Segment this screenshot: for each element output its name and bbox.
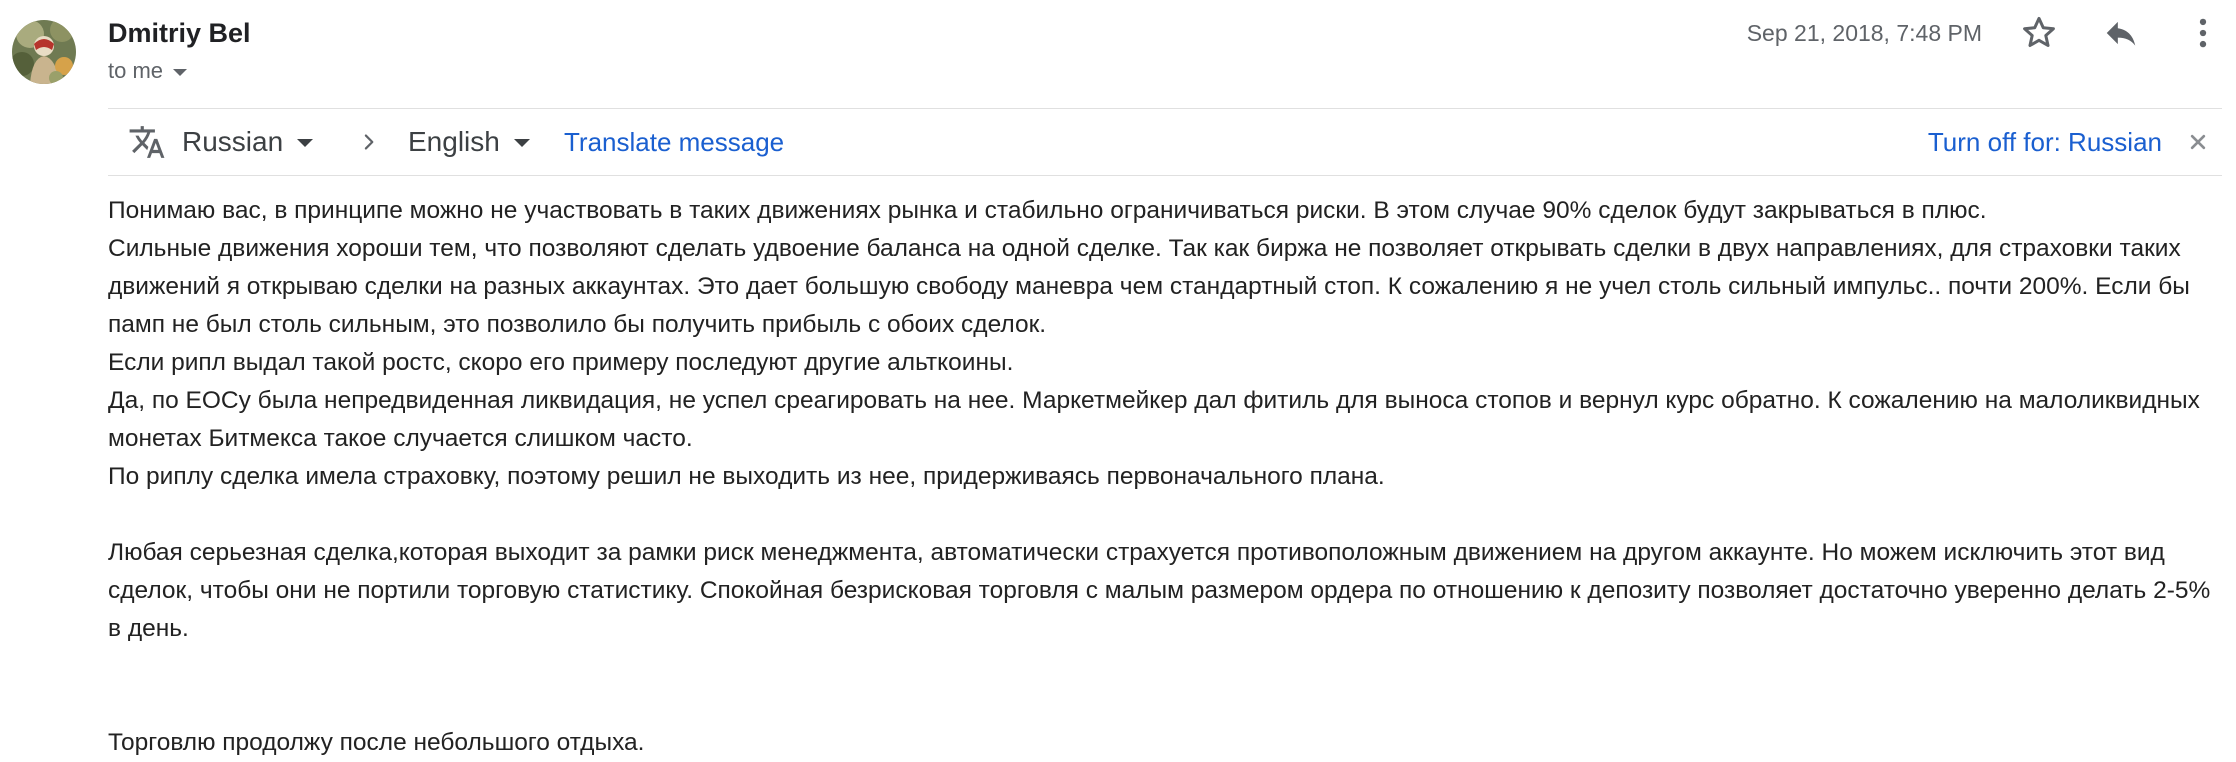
translate-bar [108, 109, 2222, 176]
chevron-down-icon [297, 139, 313, 147]
message-body [108, 192, 2218, 762]
paragraph-spacer [108, 648, 2218, 724]
target-language-label: English [408, 126, 500, 157]
body-paragraph: Да, по EOCу была непредвиденная ликвидация, не успел среагировать на нее. Маркетмейкер дал фитиль для выноса стопов и вернул курс обратно. К сожалению на малоликвидных монетах Битмекса такое случается слишком часто. [108, 387, 2200, 452]
paragraph-spacer [108, 496, 2218, 534]
star-button[interactable] [2016, 10, 2062, 56]
reply-icon [2102, 14, 2140, 52]
source-language-label: Russian [182, 126, 284, 157]
body-paragraph: Если рипл выдал такой ростс, скоро его примеру последуют другие альткоины. [108, 349, 1014, 376]
more-options-button[interactable] [2180, 10, 2226, 56]
translate-message-link[interactable]: Translate message [564, 127, 785, 157]
sender-avatar[interactable] [12, 20, 76, 84]
chevron-down-icon [173, 69, 187, 76]
star-icon [2020, 14, 2058, 52]
body-paragraph: Сильные движения хороши тем, что позволяют сделать удвоение баланса на одной сделке. Так как биржа не позволяет открывать сделки в двух направлениях, для страховки таких движений я открываю сделки на разных аккаунтах. Это дает большую свободу маневра чем стандартный стоп. К сожалению я не учел столь сильный импульс.. почти 200%. Если бы памп не был столь сильным, это позволило бы получить прибыль с обоих сделок. [108, 235, 2190, 338]
turn-off-translation-link[interactable]: Turn off for: Russian [1927, 127, 2162, 157]
body-paragraph: Торговлю продолжу после небольшого отдыха. [108, 729, 645, 756]
recipient-label: to me [108, 58, 164, 83]
source-language-select[interactable] [182, 109, 313, 175]
body-paragraph: Любая серьезная сделка,которая выходит за рамки риск менеджмента, автоматически страхуется противоположным движением на другом аккаунте. Но можем исключить этот вид сделок, чтобы они не портили торговую статистику. Спокойная безрисковая торговля с малым размером ордера по отношению к депозиту позволяет достаточно уверенно делать 2-5% в день. [108, 539, 2211, 642]
close-icon [2188, 132, 2208, 152]
chevron-down-icon [514, 139, 530, 147]
translate-icon-wrap [128, 109, 166, 175]
recipient-details-toggle[interactable] [108, 56, 187, 86]
target-language-select[interactable] [408, 109, 530, 175]
sender-name[interactable]: Dmitriy Bel [108, 18, 251, 48]
translate-icon [128, 123, 166, 161]
body-paragraph: По риплу сделка имела страховку, поэтому решил не выходить из нее, придерживаясь первоначального плана. [108, 463, 1385, 490]
chevron-right-icon [358, 109, 380, 175]
more-vertical-icon [2184, 14, 2222, 52]
close-translate-button[interactable] [2188, 109, 2208, 175]
body-paragraph: Понимаю вас, в принципе можно не участвовать в таких движениях рынка и стабильно ограничиваться риски. В этом случае 90% сделок будут закрываться в плюс. [108, 197, 1987, 224]
message-timestamp: Sep 21, 2018, 7:48 PM [1746, 20, 1982, 46]
reply-button[interactable] [2098, 10, 2144, 56]
